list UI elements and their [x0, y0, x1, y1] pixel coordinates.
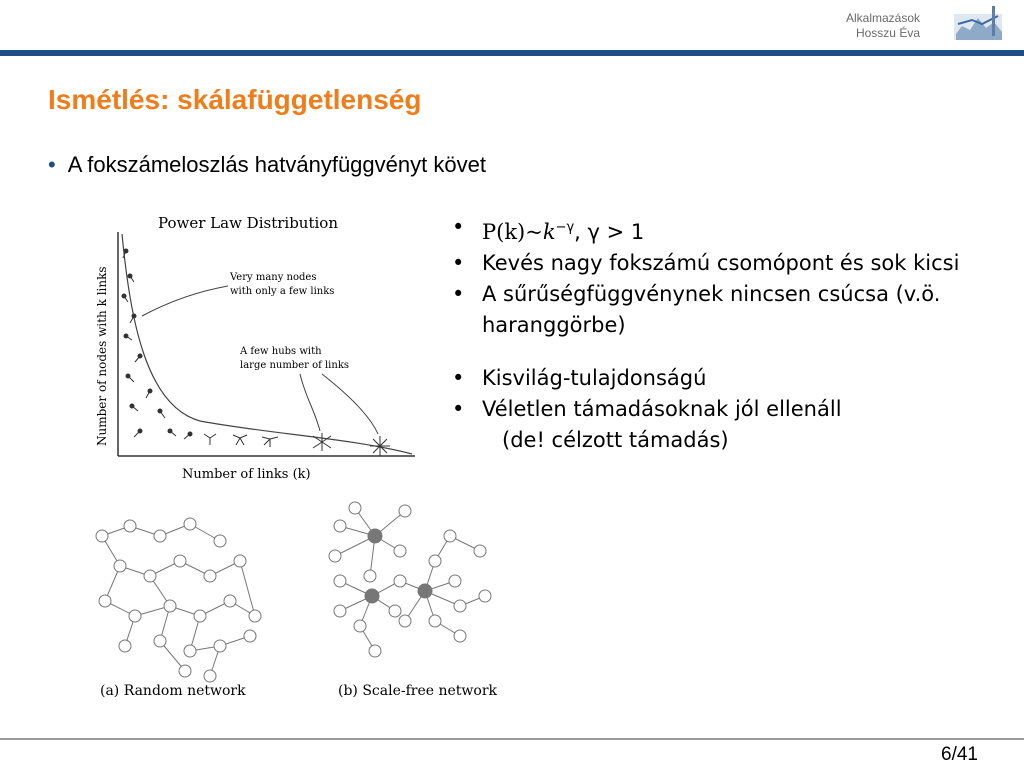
header-rule	[0, 50, 1024, 56]
author-name: Hosszu Éva	[855, 26, 920, 40]
bullet-text: Kisvilág-tulajdonságú	[482, 366, 707, 390]
bullet-dot: •	[48, 152, 56, 177]
small-node-stars	[122, 249, 192, 439]
random-network	[96, 518, 261, 682]
scale-free-network	[329, 502, 491, 657]
power-law-figure	[90, 206, 420, 490]
medium-node-stars	[204, 433, 390, 456]
bullet-item	[450, 425, 1010, 456]
annotation-many-nodes-1: Very many nodes	[230, 272, 317, 283]
main-bullet	[48, 152, 486, 178]
footer-rule	[0, 738, 1024, 740]
caption-scale-free-network: (b) Scale-free network	[338, 683, 498, 699]
course-name: Alkalmazások	[845, 11, 920, 25]
formula-rest: , γ > 1	[574, 220, 645, 244]
bullet-item: • A sűrűségfüggvénynek nincsen csúcsa (v.ö. haranggörbe)	[452, 282, 941, 337]
bullet-text: (de! célzott támadás)	[502, 428, 729, 452]
caption-random-network: (a) Random network	[100, 683, 246, 699]
annotation-many-nodes-2: with only a few links	[230, 286, 335, 297]
figure-ylabel: Number of nodes with k links	[95, 266, 109, 446]
figure-xlabel: Number of links (k)	[182, 467, 311, 482]
slide-header	[0, 0, 1024, 56]
bullet-item: • Véletlen támadásoknak jól ellenáll	[452, 397, 842, 421]
university-logo	[952, 4, 1004, 44]
formula-lhs: P(k)~	[482, 220, 543, 244]
header-text	[846, 11, 920, 41]
formula-k: k	[542, 220, 556, 244]
annotation-hubs-1: A few hubs with	[240, 346, 322, 357]
bullet-formula: • $P(k)\sim k^{-\gamma}$, γ > 1	[452, 215, 645, 244]
bullet-text: A sűrűségfüggvénynek nincsen csúcsa (v.ö. haranggörbe)	[482, 282, 941, 337]
network-figure	[90, 496, 510, 706]
bullet-item: • Kisvilág-tulajdonságú	[452, 366, 707, 390]
power-law-curve	[122, 234, 412, 454]
bullet-gap	[450, 341, 1010, 363]
annotation-arrow-1	[142, 286, 228, 316]
bullet-item: • Kevés nagy fokszámú csomópont és sok kicsi	[452, 251, 960, 275]
figure-title: Power Law Distribution	[158, 214, 338, 232]
bullet-text: Véletlen támadásoknak jól ellenáll	[482, 397, 842, 421]
annotation-hubs-2: large number of links	[240, 360, 350, 371]
annotation-arrow-3	[322, 374, 378, 434]
slide-title: Ismétlés: skálafüggetlenség	[48, 84, 422, 115]
bullet-list	[450, 212, 1010, 456]
formula-exponent: −γ	[555, 220, 575, 235]
main-bullet-text: A fokszámeloszlás hatványfüggvényt követ	[67, 152, 486, 177]
annotation-arrow-2	[300, 374, 320, 431]
page-number: 6/41	[941, 744, 978, 765]
bullet-text: Kevés nagy fokszámú csomópont és sok kicsi	[482, 251, 960, 275]
